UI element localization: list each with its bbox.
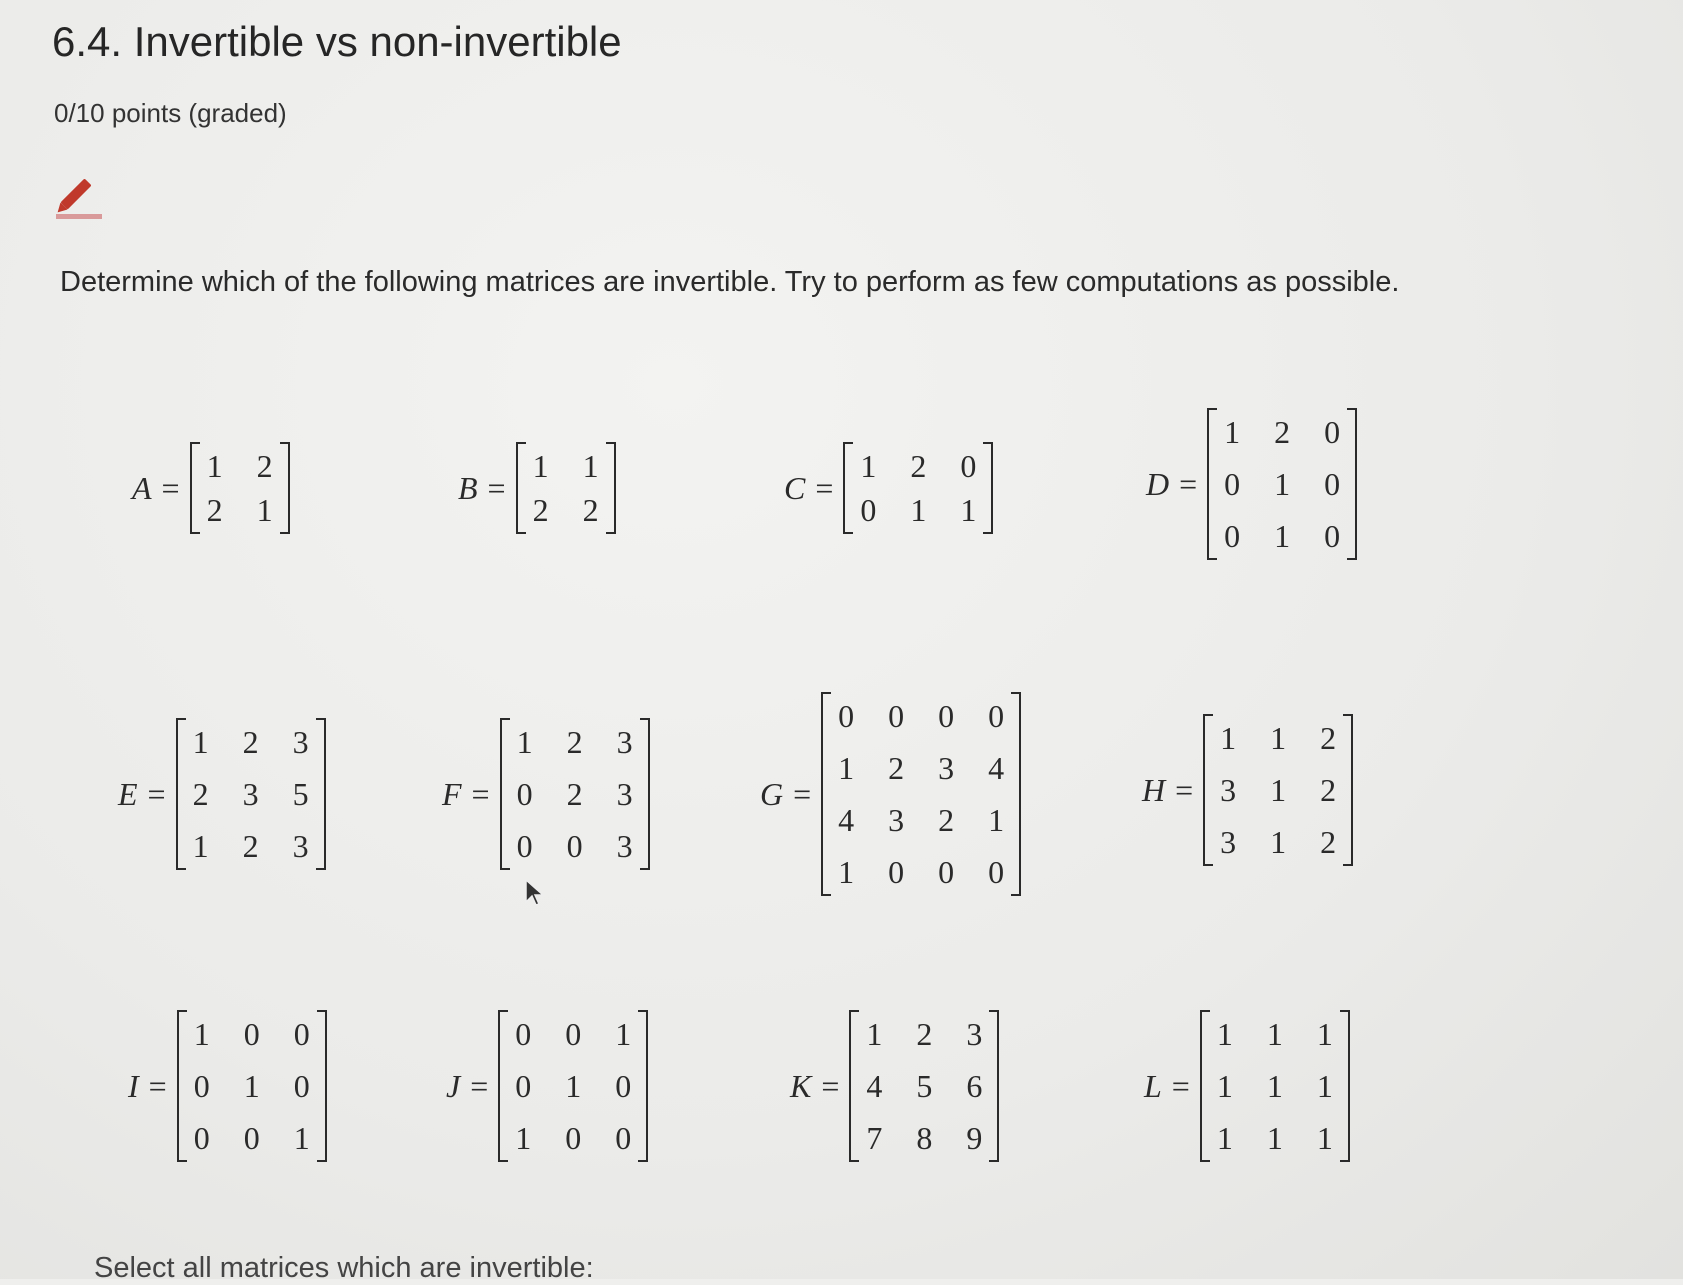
matrix-bracket bbox=[1200, 1010, 1350, 1162]
matrix-cell: 1 bbox=[960, 492, 977, 528]
matrix-cell: 2 bbox=[916, 1016, 933, 1052]
matrix-name: D bbox=[1146, 465, 1170, 502]
matrix-cell: 1 bbox=[1266, 1068, 1283, 1104]
matrix-cell: 2 bbox=[582, 492, 599, 528]
matrix-cell: 2 bbox=[242, 828, 259, 864]
matrix-cell: 1 bbox=[1224, 414, 1241, 450]
matrix-cell: 0 bbox=[243, 1016, 260, 1052]
matrix-cell: 1 bbox=[838, 750, 855, 786]
matrix-cell: 1 bbox=[193, 1016, 210, 1052]
matrix-b bbox=[458, 442, 616, 534]
matrix-name: C bbox=[784, 469, 806, 506]
matrix-cell: 0 bbox=[838, 698, 855, 734]
matrix-cell: 1 bbox=[860, 448, 877, 484]
matrix-cell: 0 bbox=[860, 492, 877, 528]
matrix-cell: 1 bbox=[582, 448, 599, 484]
matrix-cell: 2 bbox=[532, 492, 549, 528]
problem-title: 6.4. Invertible vs non-invertible bbox=[52, 18, 622, 65]
matrix-bracket bbox=[176, 718, 326, 870]
matrix-cell: 0 bbox=[938, 698, 955, 734]
matrix-name: A bbox=[132, 469, 152, 506]
matrix-bracket bbox=[516, 442, 616, 534]
matrix-cell: 1 bbox=[1216, 1120, 1233, 1156]
matrix-name: L bbox=[1144, 1067, 1162, 1104]
matrix-cell: 0 bbox=[1324, 466, 1341, 502]
matrix-cell: 0 bbox=[293, 1016, 310, 1052]
matrix-bracket bbox=[177, 1010, 327, 1162]
matrix-cell: 5 bbox=[916, 1068, 933, 1104]
select-prompt: Select all matrices which are invertible: bbox=[94, 1252, 594, 1284]
matrix-cell: 0 bbox=[1224, 518, 1241, 554]
matrix-bracket bbox=[1207, 408, 1357, 560]
matrix-cell: 0 bbox=[888, 854, 905, 890]
matrix-cell: 3 bbox=[242, 776, 259, 812]
matrix-cell: 0 bbox=[293, 1068, 310, 1104]
matrix-cell: 2 bbox=[1320, 772, 1337, 808]
matrix-bracket bbox=[498, 1010, 648, 1162]
matrix-a bbox=[132, 442, 290, 534]
equals-sign: = bbox=[1171, 1067, 1190, 1104]
matrix-k bbox=[790, 1010, 999, 1162]
matrix-cell: 1 bbox=[1270, 824, 1287, 860]
matrix-name: F bbox=[442, 775, 462, 812]
matrix-j bbox=[446, 1010, 648, 1162]
matrix-h bbox=[1142, 714, 1353, 866]
instructions-text: Determine which of the following matrices are invertible. Try to perform as few computations as possible. bbox=[60, 266, 1400, 298]
matrix-cell: 2 bbox=[1320, 824, 1337, 860]
matrix-cell: 3 bbox=[616, 828, 633, 864]
equals-sign: = bbox=[470, 1067, 489, 1104]
matrix-cell: 2 bbox=[192, 776, 209, 812]
matrix-cell: 1 bbox=[1316, 1016, 1333, 1052]
equals-sign: = bbox=[487, 469, 506, 506]
matrix-cell: 1 bbox=[515, 1120, 532, 1156]
pencil-icon bbox=[56, 172, 102, 214]
matrix-cell: 2 bbox=[256, 448, 273, 484]
equals-sign: = bbox=[1175, 771, 1194, 808]
mouse-pointer-icon bbox=[524, 878, 546, 913]
matrix-bracket bbox=[190, 442, 290, 534]
matrix-cell: 3 bbox=[1220, 772, 1237, 808]
points-label: 0/10 points (graded) bbox=[54, 98, 287, 128]
matrix-bracket bbox=[1203, 714, 1353, 866]
matrix-cell: 7 bbox=[866, 1120, 883, 1156]
matrix-cell: 1 bbox=[1266, 1120, 1283, 1156]
matrix-cell: 3 bbox=[292, 828, 309, 864]
matrix-cell: 5 bbox=[292, 776, 309, 812]
matrix-cell: 0 bbox=[1224, 466, 1241, 502]
equals-sign: = bbox=[821, 1067, 840, 1104]
matrix-cell: 3 bbox=[292, 724, 309, 760]
equals-sign: = bbox=[793, 775, 812, 812]
matrix-name: H bbox=[1142, 771, 1166, 808]
matrix-name: J bbox=[446, 1067, 461, 1104]
matrix-cell: 4 bbox=[988, 750, 1005, 786]
matrix-cell: 1 bbox=[192, 828, 209, 864]
matrix-cell: 3 bbox=[938, 750, 955, 786]
matrix-cell: 1 bbox=[1220, 720, 1237, 756]
matrix-cell: 0 bbox=[515, 1068, 532, 1104]
matrix-name: G bbox=[760, 775, 784, 812]
matrix-cell: 0 bbox=[516, 776, 533, 812]
matrix-cell: 0 bbox=[988, 854, 1005, 890]
matrix-cell: 2 bbox=[242, 724, 259, 760]
matrix-cell: 1 bbox=[532, 448, 549, 484]
matrix-cell: 1 bbox=[838, 854, 855, 890]
matrix-cell: 1 bbox=[988, 802, 1005, 838]
matrix-cell: 0 bbox=[988, 698, 1005, 734]
matrix-cell: 0 bbox=[516, 828, 533, 864]
matrix-cell: 0 bbox=[243, 1120, 260, 1156]
matrix-cell: 0 bbox=[566, 828, 583, 864]
matrix-name: E bbox=[118, 775, 138, 812]
matrix-cell: 0 bbox=[960, 448, 977, 484]
matrix-cell: 1 bbox=[206, 448, 223, 484]
matrix-cell: 1 bbox=[243, 1068, 260, 1104]
matrix-cell: 4 bbox=[866, 1068, 883, 1104]
matrix-name: B bbox=[458, 469, 478, 506]
matrix-cell: 1 bbox=[1274, 466, 1291, 502]
matrix-bracket bbox=[849, 1010, 999, 1162]
matrix-cell: 1 bbox=[1270, 772, 1287, 808]
matrix-cell: 0 bbox=[615, 1068, 632, 1104]
matrix-name: K bbox=[790, 1067, 812, 1104]
matrix-g bbox=[760, 692, 1021, 896]
matrix-cell: 3 bbox=[1220, 824, 1237, 860]
matrix-e bbox=[118, 718, 326, 870]
matrix-l bbox=[1144, 1010, 1350, 1162]
matrix-cell: 9 bbox=[966, 1120, 983, 1156]
equals-sign: = bbox=[161, 469, 180, 506]
matrix-i bbox=[128, 1010, 327, 1162]
matrix-cell: 1 bbox=[1316, 1068, 1333, 1104]
matrix-cell: 0 bbox=[615, 1120, 632, 1156]
matrix-cell: 2 bbox=[1274, 414, 1291, 450]
matrix-cell: 0 bbox=[888, 698, 905, 734]
matrix-cell: 0 bbox=[193, 1120, 210, 1156]
matrix-cell: 1 bbox=[516, 724, 533, 760]
equals-sign: = bbox=[815, 469, 834, 506]
matrix-cell: 1 bbox=[1266, 1016, 1283, 1052]
matrix-cell: 3 bbox=[616, 724, 633, 760]
matrix-cell: 0 bbox=[1324, 518, 1341, 554]
matrix-cell: 2 bbox=[206, 492, 223, 528]
matrix-cell: 0 bbox=[565, 1120, 582, 1156]
matrix-bracket bbox=[843, 442, 993, 534]
matrix-cell: 1 bbox=[615, 1016, 632, 1052]
matrix-cell: 1 bbox=[1274, 518, 1291, 554]
edit-button[interactable] bbox=[56, 172, 102, 222]
matrix-cell: 0 bbox=[1324, 414, 1341, 450]
matrix-cell: 3 bbox=[616, 776, 633, 812]
matrix-cell: 3 bbox=[888, 802, 905, 838]
matrix-cell: 0 bbox=[938, 854, 955, 890]
matrix-bracket bbox=[821, 692, 1021, 896]
matrix-cell: 2 bbox=[910, 448, 927, 484]
matrix-cell: 4 bbox=[838, 802, 855, 838]
matrix-cell: 1 bbox=[866, 1016, 883, 1052]
matrix-cell: 1 bbox=[565, 1068, 582, 1104]
equals-sign: = bbox=[471, 775, 490, 812]
matrix-cell: 0 bbox=[193, 1068, 210, 1104]
matrix-cell: 2 bbox=[566, 724, 583, 760]
matrix-cell: 2 bbox=[938, 802, 955, 838]
matrix-cell: 1 bbox=[1316, 1120, 1333, 1156]
edit-underline bbox=[56, 214, 102, 219]
equals-sign: = bbox=[147, 775, 166, 812]
matrix-d bbox=[1146, 408, 1357, 560]
matrix-cell: 1 bbox=[1216, 1068, 1233, 1104]
matrix-cell: 0 bbox=[565, 1016, 582, 1052]
matrix-cell: 2 bbox=[566, 776, 583, 812]
matrix-bracket bbox=[500, 718, 650, 870]
matrix-cell: 2 bbox=[1320, 720, 1337, 756]
matrix-cell: 2 bbox=[888, 750, 905, 786]
matrix-f bbox=[442, 718, 650, 870]
matrix-cell: 8 bbox=[916, 1120, 933, 1156]
matrix-cell: 1 bbox=[910, 492, 927, 528]
matrix-cell: 0 bbox=[515, 1016, 532, 1052]
matrix-cell: 1 bbox=[192, 724, 209, 760]
matrix-cell: 3 bbox=[966, 1016, 983, 1052]
matrix-cell: 6 bbox=[966, 1068, 983, 1104]
matrix-cell: 1 bbox=[1270, 720, 1287, 756]
matrix-c bbox=[784, 442, 993, 534]
matrix-cell: 1 bbox=[1216, 1016, 1233, 1052]
matrix-name: I bbox=[128, 1067, 139, 1104]
equals-sign: = bbox=[1179, 465, 1198, 502]
matrix-cell: 1 bbox=[256, 492, 273, 528]
matrix-cell: 1 bbox=[293, 1120, 310, 1156]
equals-sign: = bbox=[148, 1067, 167, 1104]
